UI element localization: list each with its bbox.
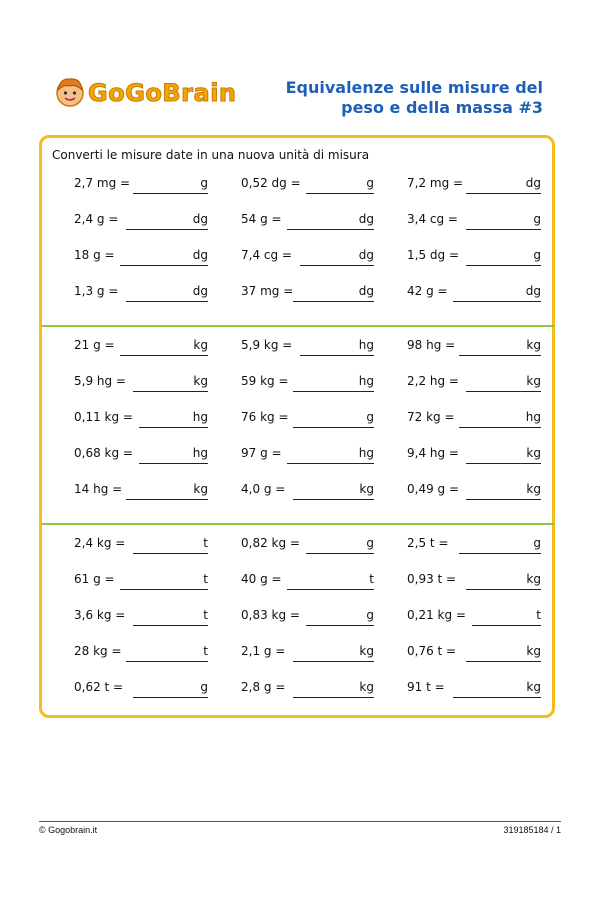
answer-blank[interactable] bbox=[293, 391, 374, 392]
exercise-item bbox=[407, 482, 541, 502]
exercise-item bbox=[407, 338, 541, 358]
footer-copyright: © Gogobrain.it bbox=[39, 825, 98, 835]
answer-blank[interactable] bbox=[120, 265, 208, 266]
exercise-expression: 4,0 g = bbox=[241, 482, 286, 496]
footer-page-id: 319185184 / 1 bbox=[503, 825, 561, 835]
answer-blank[interactable] bbox=[293, 301, 374, 302]
target-unit: g bbox=[366, 410, 374, 424]
answer-blank[interactable] bbox=[466, 229, 541, 230]
exercise-expression: 76 kg = bbox=[241, 410, 289, 424]
exercise-expression: 7,2 mg = bbox=[407, 176, 464, 190]
answer-blank[interactable] bbox=[126, 229, 208, 230]
exercise-expression: 0,11 kg = bbox=[74, 410, 133, 424]
answer-blank[interactable] bbox=[453, 697, 541, 698]
target-unit: hg bbox=[358, 338, 374, 352]
target-unit: g bbox=[366, 608, 374, 622]
exercise-expression: 0,83 kg = bbox=[241, 608, 300, 622]
exercise-item bbox=[407, 644, 541, 664]
target-unit: kg bbox=[193, 482, 208, 496]
answer-blank[interactable] bbox=[120, 589, 208, 590]
exercise-expression: 0,68 kg = bbox=[74, 446, 133, 460]
exercise-item bbox=[74, 644, 208, 664]
target-unit: g bbox=[533, 248, 541, 262]
target-unit: t bbox=[203, 536, 208, 550]
target-unit: g bbox=[533, 212, 541, 226]
exercise-expression: 54 g = bbox=[241, 212, 282, 226]
exercise-expression: 18 g = bbox=[74, 248, 115, 262]
target-unit: kg bbox=[193, 374, 208, 388]
target-unit: kg bbox=[526, 338, 541, 352]
exercise-expression: 7,4 cg = bbox=[241, 248, 292, 262]
target-unit: t bbox=[203, 608, 208, 622]
answer-blank[interactable] bbox=[300, 265, 374, 266]
exercise-item bbox=[407, 608, 541, 628]
target-unit: dg bbox=[192, 248, 208, 262]
exercise-expression: 3,4 cg = bbox=[407, 212, 458, 226]
target-unit: g bbox=[200, 176, 208, 190]
exercise-expression: 0,49 g = bbox=[407, 482, 460, 496]
answer-blank[interactable] bbox=[133, 553, 208, 554]
exercise-item bbox=[74, 482, 208, 502]
target-unit: kg bbox=[526, 644, 541, 658]
answer-blank[interactable] bbox=[453, 301, 541, 302]
exercise-expression: 9,4 hg = bbox=[407, 446, 459, 460]
exercise-expression: 37 mg = bbox=[241, 284, 294, 298]
answer-blank[interactable] bbox=[306, 193, 374, 194]
target-unit: kg bbox=[526, 482, 541, 496]
answer-blank[interactable] bbox=[126, 499, 208, 500]
answer-blank[interactable] bbox=[133, 391, 208, 392]
answer-blank[interactable] bbox=[300, 355, 374, 356]
exercise-expression: 21 g = bbox=[74, 338, 115, 352]
answer-blank[interactable] bbox=[466, 391, 541, 392]
answer-blank[interactable] bbox=[287, 463, 374, 464]
answer-blank[interactable] bbox=[293, 499, 374, 500]
exercise-item bbox=[241, 284, 374, 304]
answer-blank[interactable] bbox=[133, 697, 208, 698]
answer-blank[interactable] bbox=[133, 193, 208, 194]
answer-blank[interactable] bbox=[472, 625, 541, 626]
target-unit: kg bbox=[526, 374, 541, 388]
exercise-item bbox=[241, 482, 374, 502]
exercise-expression: 61 g = bbox=[74, 572, 115, 586]
exercise-item bbox=[407, 680, 541, 700]
answer-blank[interactable] bbox=[133, 625, 208, 626]
exercise-item bbox=[241, 248, 374, 268]
title-line-2: peso e della massa #3 bbox=[341, 98, 543, 117]
target-unit: dg bbox=[358, 248, 374, 262]
target-unit: dg bbox=[358, 284, 374, 298]
section-separator bbox=[42, 325, 554, 327]
target-unit: kg bbox=[359, 680, 374, 694]
exercise-expression: 0,52 dg = bbox=[241, 176, 301, 190]
page-title bbox=[243, 78, 543, 118]
exercise-item bbox=[407, 446, 541, 466]
exercise-expression: 2,5 t = bbox=[407, 536, 449, 550]
exercise-expression: 5,9 hg = bbox=[74, 374, 126, 388]
exercise-expression: 98 hg = bbox=[407, 338, 456, 352]
target-unit: dg bbox=[192, 284, 208, 298]
exercise-item bbox=[241, 212, 374, 232]
exercise-expression: 5,9 kg = bbox=[241, 338, 293, 352]
answer-blank[interactable] bbox=[293, 427, 374, 428]
exercise-item bbox=[74, 536, 208, 556]
answer-blank[interactable] bbox=[466, 193, 541, 194]
target-unit: kg bbox=[526, 680, 541, 694]
exercise-item bbox=[407, 536, 541, 556]
target-unit: hg bbox=[525, 410, 541, 424]
logo-text: GoGoBrain bbox=[88, 79, 237, 107]
target-unit: kg bbox=[526, 446, 541, 460]
answer-blank[interactable] bbox=[466, 589, 541, 590]
exercise-expression: 2,4 kg = bbox=[74, 536, 126, 550]
exercise-item bbox=[74, 608, 208, 628]
target-unit: t bbox=[203, 572, 208, 586]
kid-face-icon bbox=[54, 76, 86, 108]
exercise-item bbox=[241, 536, 374, 556]
answer-blank[interactable] bbox=[459, 355, 541, 356]
exercise-item bbox=[241, 572, 374, 592]
exercise-expression: 40 g = bbox=[241, 572, 282, 586]
answer-blank[interactable] bbox=[126, 301, 208, 302]
exercise-item bbox=[74, 410, 208, 430]
exercise-item bbox=[407, 248, 541, 268]
exercise-item bbox=[74, 212, 208, 232]
exercise-expression: 2,4 g = bbox=[74, 212, 119, 226]
exercise-expression: 0,93 t = bbox=[407, 572, 457, 586]
exercise-expression: 0,21 kg = bbox=[407, 608, 466, 622]
target-unit: dg bbox=[525, 176, 541, 190]
exercise-expression: 42 g = bbox=[407, 284, 448, 298]
target-unit: g bbox=[533, 536, 541, 550]
exercise-expression: 97 g = bbox=[241, 446, 282, 460]
answer-blank[interactable] bbox=[466, 661, 541, 662]
exercise-item bbox=[241, 176, 374, 196]
exercise-expression: 91 t = bbox=[407, 680, 445, 694]
title-line-1: Equivalenze sulle misure del bbox=[285, 78, 543, 97]
target-unit: hg bbox=[358, 374, 374, 388]
answer-blank[interactable] bbox=[459, 427, 541, 428]
exercise-item bbox=[74, 248, 208, 268]
answer-blank[interactable] bbox=[126, 661, 208, 662]
target-unit: kg bbox=[359, 644, 374, 658]
target-unit: g bbox=[200, 680, 208, 694]
exercise-expression: 28 kg = bbox=[74, 644, 122, 658]
exercise-item bbox=[407, 572, 541, 592]
exercise-item bbox=[241, 680, 374, 700]
exercise-item bbox=[407, 410, 541, 430]
answer-blank[interactable] bbox=[306, 625, 374, 626]
instruction-text: Converti le misure date in una nuova unità di misura bbox=[52, 148, 370, 162]
exercise-item bbox=[241, 374, 374, 394]
exercise-expression: 2,7 mg = bbox=[74, 176, 131, 190]
answer-blank[interactable] bbox=[466, 499, 541, 500]
target-unit: g bbox=[366, 176, 374, 190]
exercise-item bbox=[407, 212, 541, 232]
target-unit: dg bbox=[358, 212, 374, 226]
answer-blank[interactable] bbox=[293, 697, 374, 698]
target-unit: kg bbox=[359, 482, 374, 496]
answer-blank[interactable] bbox=[459, 553, 541, 554]
exercise-expression: 14 hg = bbox=[74, 482, 123, 496]
exercise-expression: 0,76 t = bbox=[407, 644, 457, 658]
exercise-expression: 0,82 kg = bbox=[241, 536, 300, 550]
answer-blank[interactable] bbox=[139, 427, 208, 428]
exercise-item bbox=[241, 410, 374, 430]
exercise-item bbox=[407, 176, 541, 196]
exercise-expression: 1,5 dg = bbox=[407, 248, 460, 262]
answer-blank[interactable] bbox=[120, 355, 208, 356]
answer-blank[interactable] bbox=[293, 661, 374, 662]
exercise-expression: 3,6 kg = bbox=[74, 608, 126, 622]
target-unit: g bbox=[366, 536, 374, 550]
footer-divider bbox=[39, 821, 561, 822]
target-unit: hg bbox=[192, 446, 208, 460]
answer-blank[interactable] bbox=[287, 589, 374, 590]
answer-blank[interactable] bbox=[306, 553, 374, 554]
exercise-item bbox=[74, 176, 208, 196]
exercise-item bbox=[241, 338, 374, 358]
exercise-item bbox=[241, 608, 374, 628]
exercise-item bbox=[74, 284, 208, 304]
section-separator bbox=[42, 523, 554, 525]
exercise-item bbox=[241, 644, 374, 664]
logo bbox=[54, 76, 237, 112]
target-unit: kg bbox=[193, 338, 208, 352]
answer-blank[interactable] bbox=[466, 265, 541, 266]
exercise-item bbox=[74, 680, 208, 700]
target-unit: kg bbox=[526, 572, 541, 586]
exercise-expression: 2,8 g = bbox=[241, 680, 286, 694]
exercise-item bbox=[74, 446, 208, 466]
exercise-item bbox=[241, 446, 374, 466]
exercise-expression: 2,2 hg = bbox=[407, 374, 459, 388]
exercise-expression: 2,1 g = bbox=[241, 644, 286, 658]
target-unit: dg bbox=[192, 212, 208, 226]
answer-blank[interactable] bbox=[287, 229, 374, 230]
exercise-expression: 59 kg = bbox=[241, 374, 289, 388]
answer-blank[interactable] bbox=[466, 463, 541, 464]
exercise-item bbox=[407, 284, 541, 304]
target-unit: t bbox=[536, 608, 541, 622]
exercise-expression: 0,62 t = bbox=[74, 680, 124, 694]
exercise-item bbox=[74, 572, 208, 592]
exercise-item bbox=[407, 374, 541, 394]
exercise-item bbox=[74, 374, 208, 394]
exercise-item bbox=[74, 338, 208, 358]
answer-blank[interactable] bbox=[139, 463, 208, 464]
target-unit: hg bbox=[358, 446, 374, 460]
exercise-expression: 72 kg = bbox=[407, 410, 455, 424]
target-unit: t bbox=[369, 572, 374, 586]
exercise-expression: 1,3 g = bbox=[74, 284, 119, 298]
target-unit: dg bbox=[525, 284, 541, 298]
target-unit: t bbox=[203, 644, 208, 658]
target-unit: hg bbox=[192, 410, 208, 424]
